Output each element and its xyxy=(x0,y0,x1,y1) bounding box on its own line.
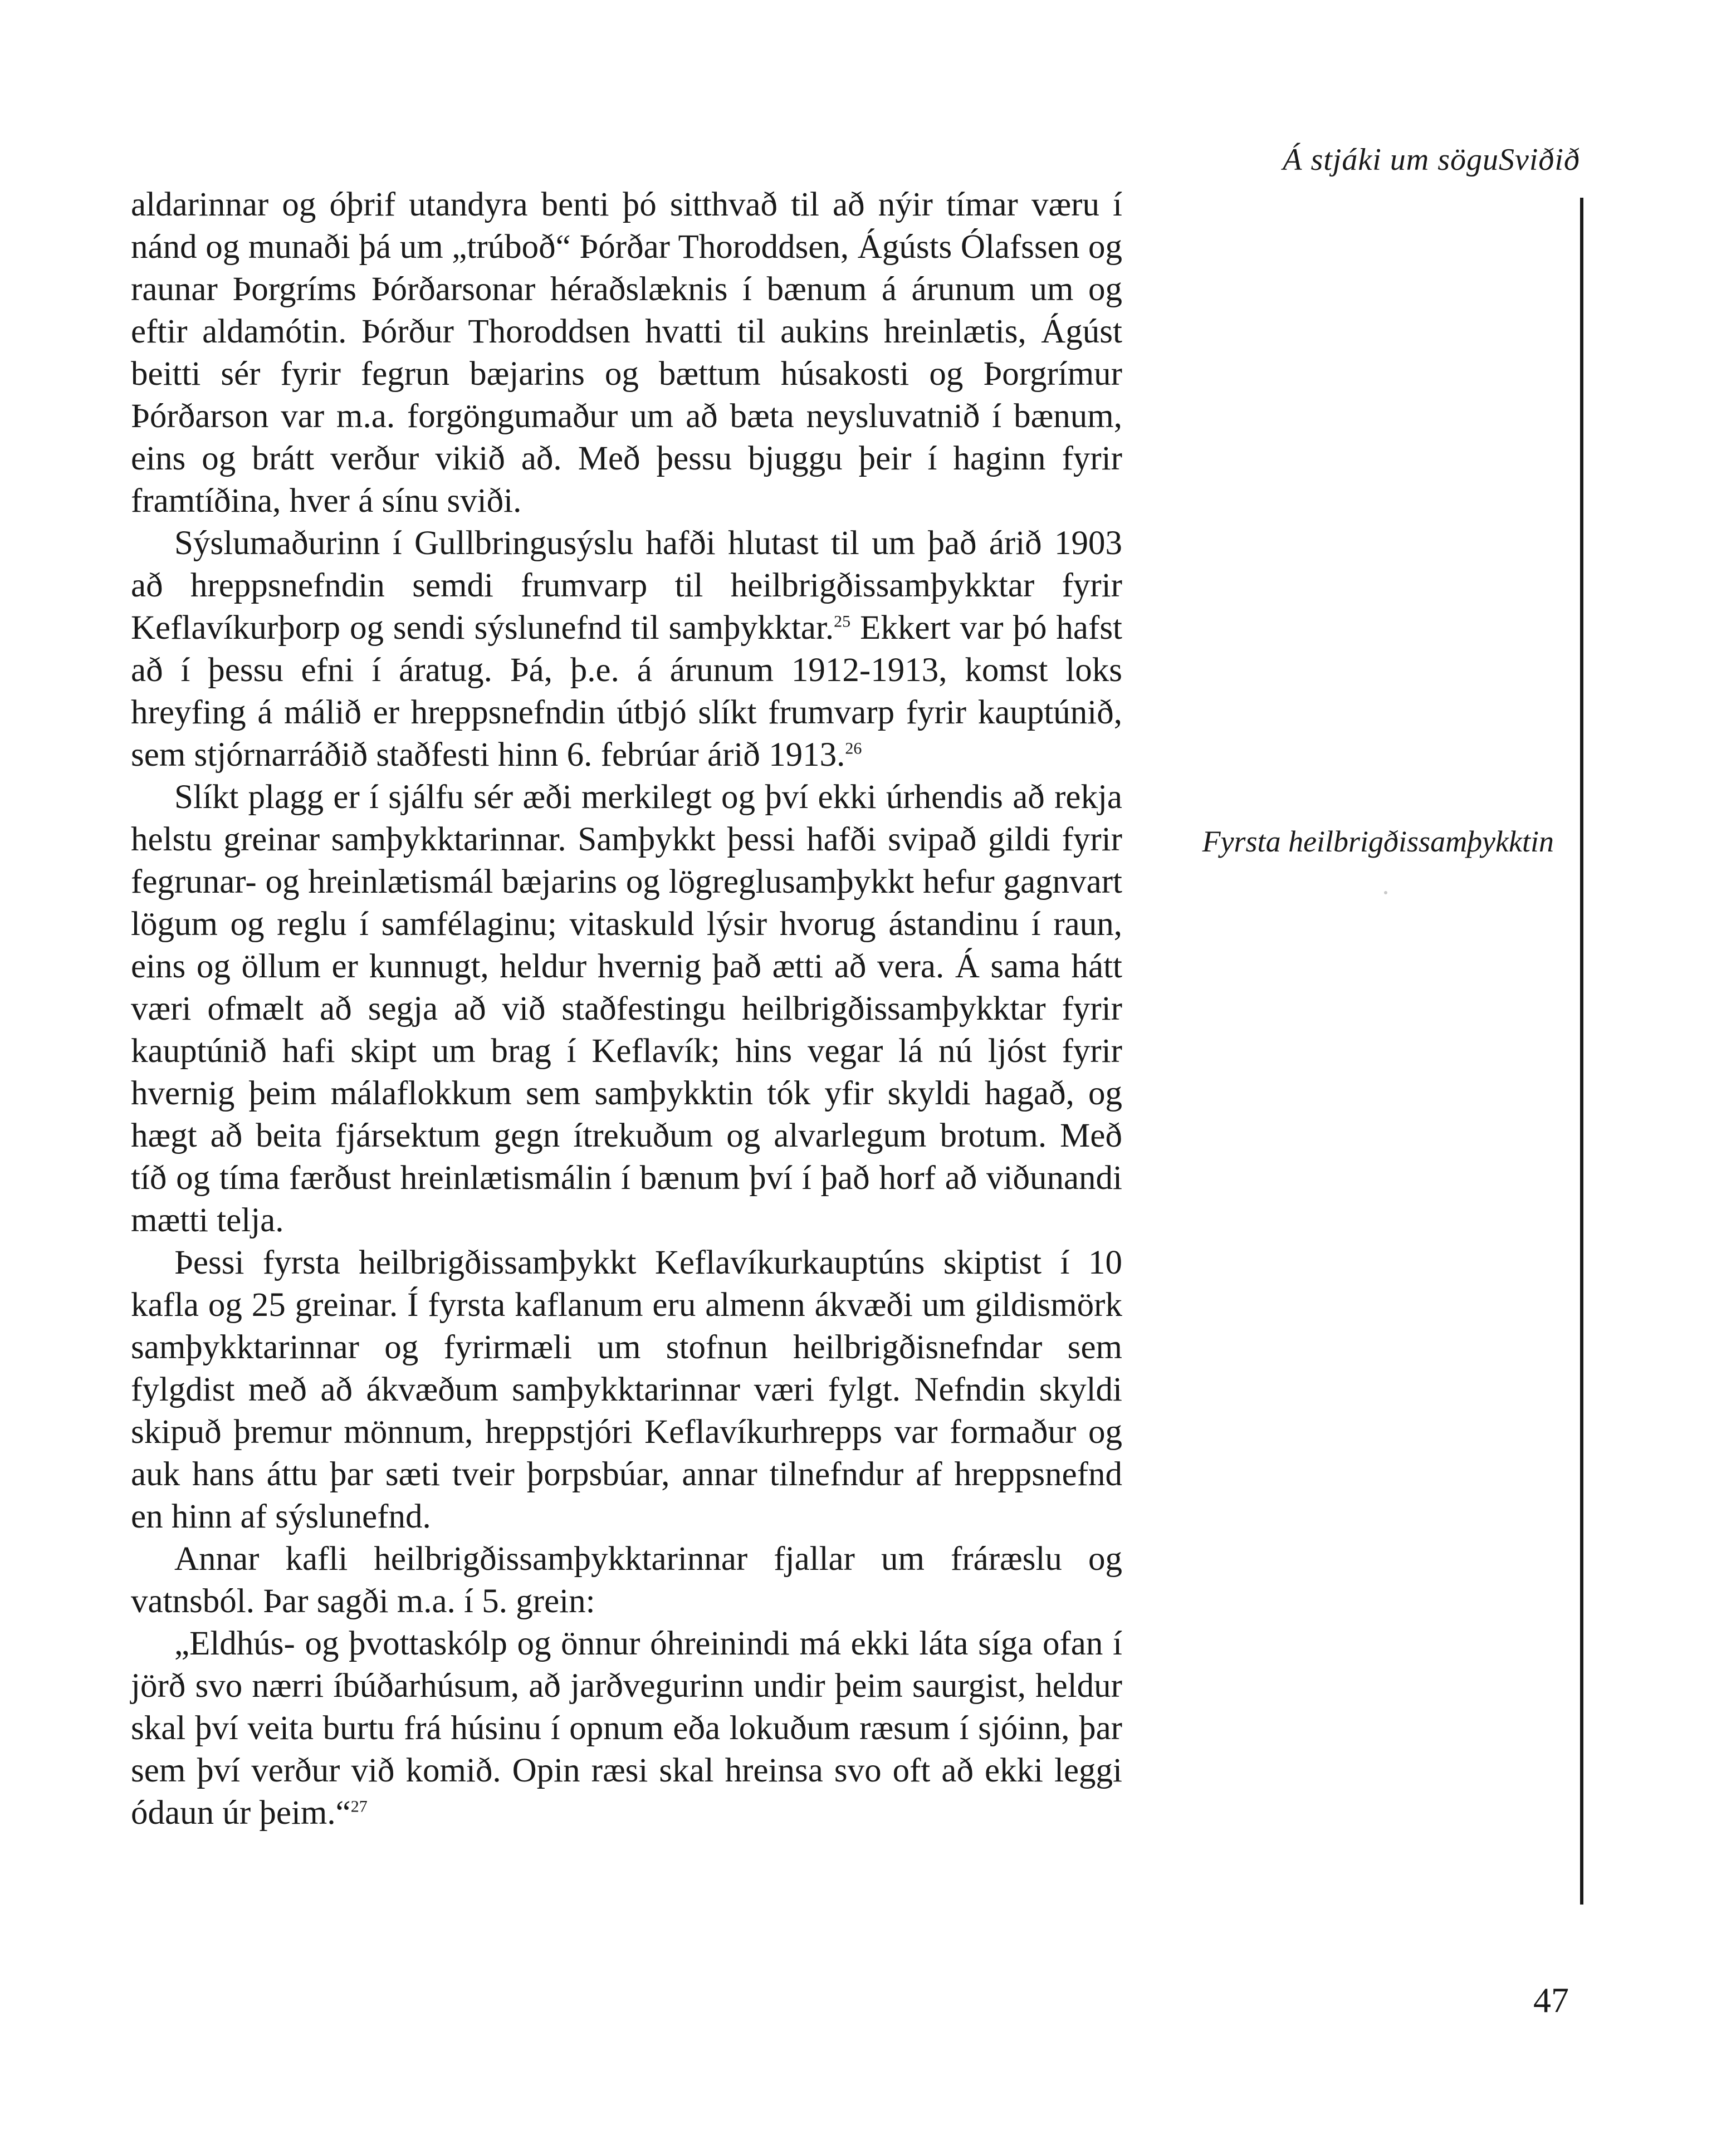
scan-speck xyxy=(1384,891,1387,894)
footnote-marker: 25 xyxy=(834,612,851,631)
paragraph-text: „Eldhús- og þvottaskólp og önnur óhreinindi má ekki láta síga ofan í jörð svo nærri íbúðarhúsum, að jarðvegurinn undir þeim saurgist, heldur skal því veita burtu frá húsinu í opnum eða lokuðum ræsum í sjóinn, þar sem því verður við komið. Opin ræsi skal hreinsa svo oft að ekki leggi ódaun úr þeim.“ xyxy=(131,1625,1122,1832)
paragraph xyxy=(131,1538,1122,1623)
paragraph xyxy=(131,522,1122,776)
footnote-marker: 26 xyxy=(845,739,862,758)
paragraph-text: aldarinnar og óþrif utandyra benti þó sitthvað til að nýir tímar væru í nánd og munaði þá um „trúboð“ Þórðar Thoroddsen, Ágústs Ólafssen og raunar Þorgríms Þórðarsonar héraðslæknis í bænum á árunum um og eftir aldamótin. Þórður Thoroddsen hvatti til aukins hreinlætis, Ágúst beitti sér fyrir fegrun bæjarins og bættum húsakosti og Þorgrímur Þórðarson var m.a. forgöngumaður um að bæta neysluvatnið í bænum, eins og brátt verður vikið að. Með þessu bjuggu þeir í haginn fyrir framtíðina, hver á sínu sviði. xyxy=(131,186,1122,520)
page-number: 47 xyxy=(1533,1980,1569,2020)
paragraph-text: Annar kafli heilbrigðissamþykktarinnar fjallar um fráræslu og vatnsból. Þar sagði m.a. í 5. grein: xyxy=(131,1540,1122,1620)
margin-note: Fyrsta heilbrigðissamþykktin xyxy=(1202,825,1554,858)
paragraph-text: Slíkt plagg er í sjálfu sér æði merkilegt og því ekki úrhendis að rekja helstu greinar samþykktarinnar. Samþykkt þessi hafði svipað gildi fyrir fegrunar- og hreinlætismál bæjarins og lögreglusamþykkt hefur gagnvart lögum og reglu í samfélaginu; vitaskuld lýsir hvorug ástandinu í raun, eins og öllum er kunnugt, heldur hvernig það ætti að vera. Á sama hátt væri ofmælt að segja að við staðfestingu heilbrigðissamþykktar fyrir kauptúnið hafi skipt um brag í Keflavík; hins vegar lá nú ljóst fyrir hvernig þeim málaflokkum sem samþykktin tók yfir skyldi hagað, og hægt að beita fjársektum gegn ítrekuðum og alvarlegum brotum. Með tíð og tíma færðust hreinlætismálin í bænum því í það horf að viðunandi mætti telja. xyxy=(131,779,1122,1239)
paragraph xyxy=(131,776,1122,1242)
paragraph-text: Sýslumaðurinn í Gullbringusýslu hafði hlutast til um það árið 1903 að hreppsnefndin semdi frumvarp til heilbrigðissamþykktar fyrir Keflavíkurþorp og sendi sýslunefnd til samþykktar. xyxy=(131,525,1122,647)
running-head: Á stjáki um söguSviðið xyxy=(1283,143,1580,177)
paragraph-text: Þessi fyrsta heilbrigðissamþykkt Keflavíkurkauptúns skiptist í 10 kafla og 25 greinar. Í fyrsta kaflanum eru almenn ákvæði um gildismörk samþykktarinnar og fyrirmæli um stofnun heilbrigðisnefndar sem fylgdist með að ákvæðum samþykktarinnar væri fylgt. Nefndin skyldi skipuð þremur mönnum, hreppstjóri Keflavíkurhrepps var formaður og auk hans áttu þar sæti tveir þorpsbúar, annar tilnefndur af hreppsnefnd en hinn af sýslunefnd. xyxy=(131,1244,1122,1535)
margin-rule xyxy=(1580,198,1583,1905)
body-text xyxy=(131,184,1122,1834)
footnote-marker: 27 xyxy=(350,1797,368,1816)
paragraph xyxy=(131,1242,1122,1538)
quote-paragraph xyxy=(131,1623,1122,1834)
paragraph xyxy=(131,184,1122,522)
paragraph-text: Ekkert var þó hafst að í þessu efni í áratug. Þá, þ.e. á árunum 1912-1913, komst loks hreyfing á málið er hreppsnefndin útbjó slíkt frumvarp fyrir kauptúnið, sem stjórnarráðið staðfesti hinn 6. febrúar árið 1913. xyxy=(131,609,1123,774)
